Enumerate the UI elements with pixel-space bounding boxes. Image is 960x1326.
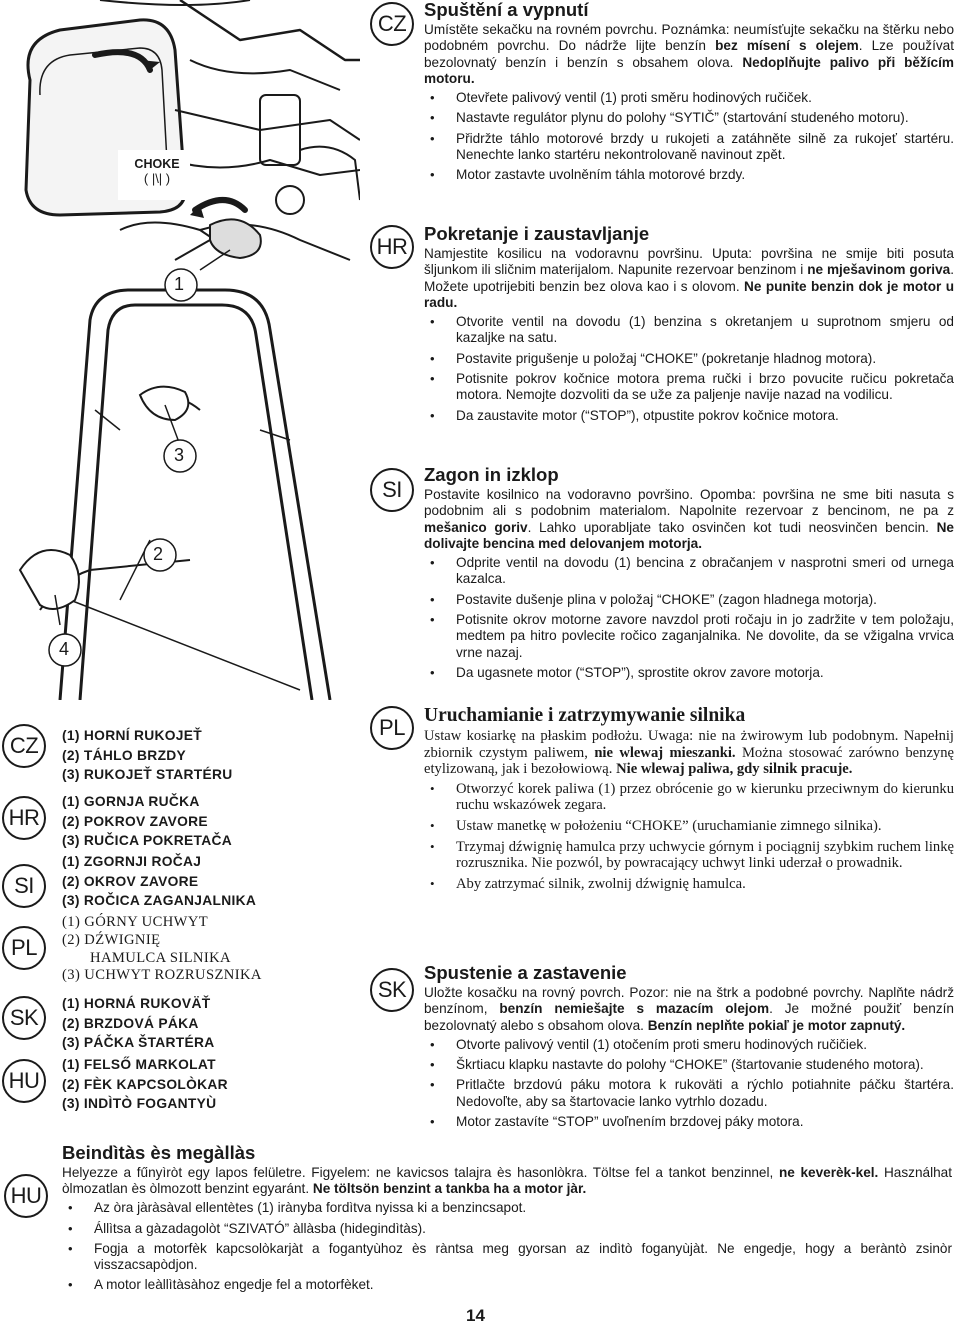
instruction-item: • Potisnite pokrov kočnice motora prema ručki i brzo povucite ručicu pokretača motora. Nemojte dozvoliti da se uže za paljenje navije nazad na vodilicu. — [424, 371, 954, 404]
instruction-item: • Potisnite okrov motorne zavore navzdol proti ročaju in jo zadržite v tem položaju, medtem pa hitro povlecite ročico zaganjalnika. Ne dovolite, da se vžigalna vrvica vrne nazaj. — [424, 612, 954, 661]
instruction-item: • Otvorte palivový ventil (1) otočením proti smeru hodinových ručičiek. — [424, 1037, 954, 1053]
section-sk — [424, 963, 954, 1134]
instruction-item: • Přidržte táhlo motorové brzdy u rukojeti a zatáhněte silně za rukojeť startéru. Nenechte lanko startéru nekontrolovaně navinout zpět. — [424, 131, 954, 164]
country-badge-hr: HR — [370, 225, 414, 269]
intro-bold: ne keverèk-kel. — [778, 1165, 879, 1180]
country-badge-sk: SK — [370, 968, 414, 1012]
section-si — [424, 465, 954, 685]
legend-badge-si: SI — [2, 864, 46, 908]
instruction-item: • Állìtsa a gàzadagolòt “SZIVATÓ” àllàsba (hidegindìtàs). — [62, 1221, 952, 1237]
instruction-item: • Da zaustavite motor (“STOP”), otpustite pokrov kočnice motora. — [424, 408, 954, 424]
legend-cz — [0, 724, 330, 784]
choke-label — [128, 157, 186, 186]
legend-item: (3) PÁČKA ŠTARTÉRA — [62, 1035, 215, 1050]
instruction-item: • Otevřete palivový ventil (1) proti směru hodinových ručiček. — [424, 90, 954, 106]
legend-item: HAMULCA SILNIKA — [90, 949, 231, 966]
section-title: Spuštění a vypnutí — [424, 0, 589, 20]
instruction-list — [424, 90, 954, 183]
country-badge-pl: PL — [370, 706, 414, 750]
intro-bold: Benzín neplňte pokiaľ je motor zapnutý. — [647, 1017, 906, 1033]
instruction-item: • Da ugasnete motor (“STOP”), sprostite okrov zavore motorja. — [424, 665, 954, 681]
section-hr — [424, 224, 954, 428]
section-title: Zagon in izklop — [424, 464, 559, 485]
choke-label-text: CHOKE — [134, 157, 180, 171]
instruction-item: • Az òra jàràsàval ellentètes (1) irànyba fordìtva nyissa ki a benzincsapot. — [62, 1200, 952, 1216]
legend-item: (3) UCHWYT ROZRUSZNIKA — [62, 967, 262, 984]
legend-items — [62, 914, 262, 985]
section-pl — [424, 706, 954, 896]
instruction-list — [62, 1200, 952, 1293]
legend-item: (2) OKROV ZAVORE — [62, 873, 199, 889]
intro-bold: bez mísení s olejem — [715, 38, 859, 54]
mower-illustration — [0, 0, 360, 700]
instruction-item: • Odprite ventil na dovodu (1) bencina z obračanjem v nasprotni smeri od urnega kazalca. — [424, 555, 954, 588]
legend-item: (3) RUKOJEŤ STARTÉRU — [62, 767, 233, 782]
legend-item: (1) GÓRNY UCHWYT — [62, 914, 209, 930]
engine-and-handle-drawing — [0, 0, 360, 700]
legend-item: (1) ZGORNJI ROČAJ — [62, 854, 202, 869]
instruction-item: • Škrtiacu klapku nastavte do polohy “CHOKE” (štartovanie studeného motora). — [424, 1057, 954, 1073]
choke-symbol: ( |\| ) — [143, 171, 171, 186]
instruction-item: • Ustaw manetkę w położeniu “CHOKE” (uruchamianie zimnego silnika). — [424, 818, 954, 835]
intro-text: Postavite kosilnico na vodoravno površino. Opomba: površina ne sme biti nasuta s podobnim ali s podobnim materialom. Napolnite rezervoar z bencinom, ne pa z — [424, 487, 954, 519]
legend-hr — [0, 792, 330, 852]
instruction-item: • A motor leàllìtàsàhoz engedje fel a motorfèket. — [62, 1277, 952, 1293]
callout-3: 3 — [174, 445, 185, 465]
section-title: Pokretanje i zaustavljanje — [424, 223, 650, 244]
legend-pl — [0, 914, 330, 990]
legend-hu — [0, 1055, 330, 1115]
callout-1: 1 — [174, 274, 185, 294]
instruction-item: • Pritlačte brzdovú páku motora k rukoväti a rýchlo potiahnite páčku štartéra. Nedovoľte, aby sa štartovacie lanko vytrhlo dozadu. — [424, 1077, 954, 1110]
intro-bold: Ne töltsön benzint a tankba ha a motor jàr. — [312, 1181, 587, 1197]
intro-text: Helyezze a fűnyìròt egy lapos felületre. Figyelem: ne kavicsos talajra ès hasonlòkra. Töltse fel a tankot benzinnel, — [62, 1165, 779, 1180]
intro-bold: Ne dolivajte bencina med delovanjem motorja. — [424, 519, 954, 551]
country-badge-si: SI — [370, 468, 414, 512]
legend-item: (1) FELSŐ MARKOLAT — [62, 1057, 216, 1072]
legend-items — [62, 726, 233, 785]
legend-item: (2) BRZDOVÁ PÁKA — [62, 1015, 199, 1031]
instruction-item: • Postavite dušenje plina v položaj “CHOKE” (zagon hladnega motorja). — [424, 592, 954, 608]
legend-items — [62, 1055, 228, 1114]
legend-item: (2) FÈK KAPCSOLÒKAR — [62, 1076, 228, 1092]
intro-text: . Možete upotrijebiti benzin bez olova kao i s olovom. — [424, 262, 954, 294]
legend-item: (2) TÁHLO BRZDY — [62, 747, 187, 763]
instruction-item: • Otvorite ventil na dovodu (1) benzina s okretanjem u suprotnom smjeru od kazaljke na satu. — [424, 314, 954, 347]
intro-text: . Lahko uporabljate tako osvinčen kot tudi neosvinčen bencin. — [527, 519, 937, 535]
section-intro — [62, 1165, 952, 1197]
section-intro — [424, 246, 954, 311]
instruction-list — [424, 314, 954, 424]
legend-si — [0, 852, 330, 912]
instruction-item: • Otworzyć korek paliwa (1) przez obrócenie go w kierunku przeciwnym do kierunku ruchu wskazówek zegara. — [424, 781, 954, 814]
instruction-list — [424, 1037, 954, 1130]
legend-item: (1) GORNJA RUČKA — [62, 794, 200, 809]
section-cz — [424, 0, 954, 188]
intro-text: . Je možné použiť benzín bezolovnatý alebo s obsahom olova. — [424, 1001, 954, 1033]
instruction-item: • Fogja a motorfèk kapcsolòkarjàt a fogantyùhoz ès ràntsa meg gyorsan az indìtò foganyùjàt. Ne engedje, hogy a beràntò zsinòr visszacsapòdjon. — [62, 1241, 952, 1273]
section-hu — [62, 1143, 952, 1297]
legend-badge-cz: CZ — [2, 724, 46, 768]
legend-item: (2) POKROV ZAVORE — [62, 813, 208, 829]
instruction-item: • Motor zastavíte “STOP” uvoľnením brzdovej páky motora. — [424, 1114, 954, 1130]
intro-bold: Nie wlewaj paliwa, gdy silnik pracuje. — [616, 761, 853, 778]
instruction-item: • Nastavte regulátor plynu do polohy “SYTIČ” (startování studeného motoru). — [424, 110, 954, 126]
section-title: Uruchamianie i zatrzymywanie silnika — [424, 705, 746, 726]
legend-badge-sk: SK — [2, 996, 46, 1040]
page-number: 14 — [466, 1306, 485, 1325]
legend-badge-pl: PL — [2, 926, 46, 970]
callout-4: 4 — [59, 639, 70, 659]
intro-bold: benzín nemiešajte s mazacím olejom — [499, 1001, 770, 1017]
intro-bold: Nedoplňujte palivo při běžícím motoru. — [424, 54, 954, 86]
intro-bold: ne mješavinom goriva — [807, 262, 951, 278]
callout-2: 2 — [153, 544, 164, 564]
legend-item: (1) HORNÁ RUKOVÄŤ — [62, 996, 211, 1011]
intro-text: Ustaw kosiarkę na płaskim podłożu. Uwaga: nie na żwirowym lub podobnym. Napełnij zbiornik czystym paliwem, — [424, 728, 954, 761]
intro-text: . Lze používat bezolovnatý benzín i benzín s obsahem olova. — [424, 38, 955, 70]
intro-bold: mešanico goriv — [424, 519, 528, 535]
country-badge-hu: HU — [4, 1174, 48, 1218]
legend-items — [62, 792, 232, 851]
intro-text: Namjestite kosilicu na vodoravnu površinu. Uputa: površina ne smije biti posuta šljunkom ili sličnim materijalom. Napunite rezervoar benzinom i — [424, 246, 954, 278]
intro-text: Można stosować zarówno benzynę etylizowaną, jak i bezołowiową. — [424, 744, 954, 778]
legend-item: (3) ROČICA ZAGANJALNIKA — [62, 893, 257, 908]
legend-item: (2) DŹWIGNIĘ — [62, 931, 161, 948]
section-intro — [424, 985, 954, 1034]
section-intro — [424, 22, 954, 87]
intro-text: Uložte kosačku na rovný povrch. Pozor: nie na štrk a podobné povrchy. Naplňte nádrž benzínom, — [424, 985, 954, 1017]
section-intro — [424, 487, 954, 552]
legend-item: (3) INDÌTÒ FOGANTYÙ — [62, 1096, 217, 1111]
country-badge-cz: CZ — [370, 2, 414, 46]
instruction-item: • Trzymaj dźwignię hamulca przy uchwycie górnym i pociągnij szybkim ruchem linkę rozrusznika. Nie pozwól, by powracający uchwyt linki uderzał o prowadnik. — [424, 839, 954, 872]
intro-text: Használhat òlmozatlan ès òlmozott benzint egyaránt. — [62, 1165, 952, 1197]
intro-text: Umístěte sekačku na rovném povrchu. Poznámka: neumísťujte sekačku na štěrku nebo podobném povrchu. Do nádrže lijte benzín — [424, 22, 954, 54]
instruction-item: • Aby zatrzymać silnik, zwolnij dźwignię hamulca. — [424, 876, 954, 893]
section-title: Spustenie a zastavenie — [424, 962, 627, 983]
section-intro — [424, 728, 954, 778]
legend-badge-hu: HU — [2, 1059, 46, 1103]
legend-item: (3) RUČICA POKRETAČA — [62, 833, 233, 848]
intro-bold: Ne punite benzin dok je motor u radu. — [424, 278, 954, 310]
legend-badge-hr: HR — [2, 796, 46, 840]
legend-items — [62, 994, 215, 1053]
legend-item: (1) HORNÍ RUKOJEŤ — [62, 728, 203, 743]
intro-bold: nie wlewaj mieszanki. — [594, 744, 736, 761]
legend-sk — [0, 994, 330, 1054]
instruction-item: • Postavite prigušenje u položaj “CHOKE” (pokretanje hladnog motora). — [424, 351, 954, 367]
instruction-list — [424, 781, 954, 893]
instruction-item: • Motor zastavte uvolněním táhla motorové brzdy. — [424, 167, 954, 183]
legend-items — [62, 852, 256, 911]
instruction-list — [424, 555, 954, 681]
section-title: Beindìtàs ès megàllàs — [62, 1142, 256, 1163]
